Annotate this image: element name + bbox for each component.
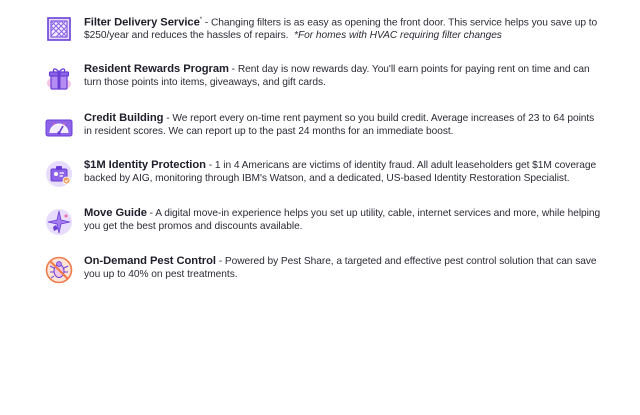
benefit-credit-building bbox=[44, 112, 604, 142]
benefit-separator: - bbox=[228, 64, 238, 75]
benefit-title: Credit Building bbox=[84, 112, 164, 124]
gift-icon bbox=[44, 63, 74, 93]
benefit-text bbox=[84, 63, 604, 89]
benefit-body: We report every on-time rent payment so you build credit. Average increases of 23 to 64 points in resident scores. We can report up to the past 24 months for an immediate boost. bbox=[84, 113, 595, 137]
benefit-text bbox=[84, 159, 604, 185]
footnote-marker: * bbox=[199, 17, 203, 23]
no-pest-icon bbox=[44, 255, 74, 285]
sparkle-icon bbox=[44, 207, 74, 237]
benefit-body: Powered by Pest Share, a targeted and effective pest control solution that can save you up to 40% on pest treatments. bbox=[84, 256, 597, 280]
benefit-text bbox=[84, 255, 604, 281]
benefit-separator: - bbox=[215, 256, 225, 267]
filter-icon bbox=[44, 14, 74, 44]
id-badge-icon bbox=[44, 159, 74, 189]
benefit-text bbox=[84, 207, 604, 233]
benefit-move-guide bbox=[44, 207, 604, 237]
benefit-text bbox=[84, 14, 604, 43]
benefit-separator: - bbox=[202, 17, 211, 29]
benefit-pest-control bbox=[44, 255, 604, 285]
benefit-filter-delivery bbox=[44, 14, 604, 44]
benefit-separator: - bbox=[163, 113, 173, 124]
benefit-resident-rewards bbox=[44, 63, 604, 93]
benefit-body: A digital move-in experience helps you set up utility, cable, internet services and more, while helping you get the best promos and discounts available. bbox=[84, 208, 601, 232]
benefit-title: Filter Delivery Service bbox=[84, 16, 200, 29]
benefit-text bbox=[84, 112, 604, 138]
benefit-note: *For homes with HVAC requiring filter changes bbox=[294, 29, 502, 41]
benefit-identity-protection bbox=[44, 159, 604, 189]
benefit-body: 1 in 4 Americans are victims of identity fraud. All adult leaseholders get $1M coverage backed by AIG, monitoring through IBM's Watson, and a dedicated, US-based Identity Restoration Specialist. bbox=[84, 160, 597, 184]
benefit-body: Rent day is now rewards day. You'll earn points for paying rent on time and can turn those points into items, giveaways, and gift cards. bbox=[84, 64, 590, 88]
credit-gauge-icon bbox=[44, 112, 74, 142]
benefit-title: $1M Identity Protection bbox=[84, 159, 206, 171]
benefit-body: Changing filters is as easy as opening the front door. This service helps you save up to $250/year and reduces the hassles of repairs. bbox=[84, 17, 598, 41]
benefit-title: On-Demand Pest Control bbox=[84, 255, 216, 267]
benefit-separator: - bbox=[205, 160, 215, 171]
benefit-title: Move Guide bbox=[84, 207, 147, 219]
benefit-separator: - bbox=[146, 208, 156, 219]
benefit-title: Resident Rewards Program bbox=[84, 63, 229, 75]
